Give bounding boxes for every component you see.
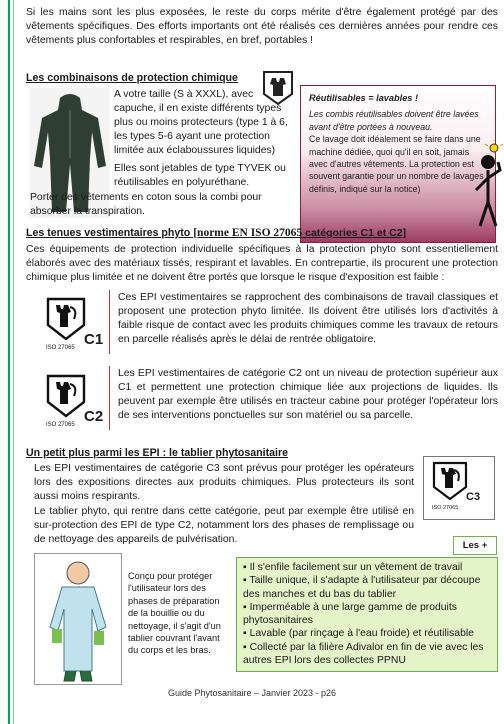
les-plus-tag: Les +	[453, 536, 497, 555]
c3-label: C3	[466, 491, 481, 503]
c2-label: C2	[84, 408, 104, 425]
reusable-info-box	[300, 85, 496, 243]
reusable-box-body: Ce lavage doit idéalement se faire dans une machine dédiée, quoi qu'il en soit, jamais avec d'autres vêtements. La protection est souvent garantie pour un nombre de lavages définis, indiqué sur la notice)	[309, 134, 484, 194]
norm-label: [norme EN ISO 27065	[193, 227, 303, 239]
les-plus-item: ▪ Imperméable à une large gamme de produits phytosanitaires	[243, 601, 457, 627]
c1-description: Ces EPI vestimentaires se rapprochent des combinaisons de travail classiques et proposent une protection phyto limitée. Ils doivent être utilisés lors d'activités à faible risque de contact avec les produits chimiques comme les travaux de retours en parcelle réalisés après le délai de rentrée obligatoire.	[118, 292, 498, 345]
les-plus-item: ▪ Taille unique, il s'adapte à l'utilisateur par découpe des manches et du bas du tablier	[243, 575, 481, 600]
iso-label-c2: ISO 27065	[46, 422, 75, 428]
apron-illustration	[34, 553, 122, 685]
c1-divider	[109, 290, 110, 354]
apron-intro-2: Le tablier phyto, qui rentre dans cette catégorie, peut par exemple être utilisé en sur-protection des EPI de type C2, notamment lors des phases de remplissage ou de nettoyage des appareils de pulvérisation.	[34, 506, 414, 545]
les-plus-item-text: Taille unique, il s'adapte à l'utilisateur par découpe des manches et du bas du tablier	[243, 575, 481, 600]
les-plus-item: ▪ Il s'enfile facilement sur un vêtement de travail	[243, 562, 463, 573]
section-title-apron: Un petit plus parmi les EPI : le tablier phytosanitaire	[26, 447, 288, 459]
iso-label-c1: ISO 27065	[46, 345, 75, 351]
norm-categories-label: catégories C1 et C2]	[305, 227, 407, 239]
apron-intro-1: Les EPI vestimentaires de catégorie C3 sont prévus pour protéger les opérateurs lors des expositions directes aux produits chimiques. Plus protecteurs ils sont aussi moins respirants.	[34, 463, 414, 502]
thinking-person-icon	[472, 140, 504, 232]
page-footer: Guide Phytosanitaire – Janvier 2023 - p26	[167, 688, 337, 698]
reusable-box-title: Réutilisables = lavables !	[309, 93, 419, 103]
les-plus-box	[236, 557, 498, 672]
c1-label: C1	[84, 331, 104, 348]
les-plus-item-text: Lavable (par rinçage à l'eau froide) et réutilisable	[249, 628, 474, 640]
section-title-phyto-clothing	[26, 227, 406, 239]
les-plus-item-text: Collecté par la filière Adivalor en fin de vie avec les autres EPI lors des collectes PPNU	[243, 641, 484, 667]
section-title-combinations: Les combinaisons de protection chimique	[26, 72, 238, 84]
combi-description-3: Porter des vêtements en coton sous la combi pour absorber la transpiration.	[30, 192, 262, 217]
phyto-clothing-intro: Ces équipements de protection individuelle spécifiques à la protection phyto sont essentiellement élaborés avec des matériaux tissés, respirant et lavables. En contrepartie, ils procurent une protection chimique plus limitée et ne doivent être portés que lorsque le risque d'exposition est faible :	[26, 244, 498, 283]
les-plus-item-text: Imperméable à une large gamme de produits phytosanitaires	[243, 601, 457, 627]
intro-paragraph: Si les mains sont les plus exposées, le reste du corps mérite d'être également protégé par des vêtements spécifiques. Des efforts importants ont été réalisés ces dernières années pour rendre ces vêtements plus confortables et respirables, en bref, portables !	[26, 7, 498, 46]
c2-divider	[109, 366, 110, 430]
reusable-box-italic: Les combis réutilisables doivent être lavées avant d'être portées à nouveau.	[309, 109, 479, 132]
les-plus-item-text: Il s'enfile facilement sur un vêtement de travail	[249, 562, 463, 573]
c2-description: Les EPI vestimentaires de catégorie C2 ont un niveau de protection supérieur aux C1 et permettent une protection chimique liée aux projections de liquides. Ils peuvent par exemple être utilisés en tracteur cabine pour protéger l'opérateur lors de ses interventions ponctuelles sur son matériel ou sa parcelle.	[118, 368, 498, 421]
apron-caption: Conçu pour protéger l'utilisateur lors des phases de préparation de la bouillie ou du nettoyage, il s'agit d'un tablier couvrant l'avant du corps et les bras.	[128, 571, 221, 656]
les-plus-item: ▪ Lavable (par rinçage à l'eau froide) et réutilisable	[243, 628, 474, 640]
margin-line-secondary	[13, 0, 14, 724]
iso-label-c3: ISO 27065	[432, 505, 459, 511]
combi-description-2: Elles sont jetables de type TYVEK ou réutilisables en polyuréthane.	[114, 163, 286, 188]
c2-pictogram	[44, 372, 104, 432]
margin-line	[8, 0, 10, 724]
c3-pictogram	[423, 456, 495, 520]
combi-description-1: A votre taille (S à XXXL), avec capuche, il en existe différents types plus ou moins protecteurs (type 1 à 6, les types 5-6 ayant une protection limitée aux éclaboussures liquides)	[114, 89, 288, 156]
c1-pictogram	[44, 295, 104, 355]
phyto-clothing-title-text: Les tenues vestimentaires phyto	[26, 227, 191, 239]
les-plus-item: ▪ Collecté par la filière Adivalor en fin de vie avec les autres EPI lors des collectes PPNU	[243, 641, 484, 667]
